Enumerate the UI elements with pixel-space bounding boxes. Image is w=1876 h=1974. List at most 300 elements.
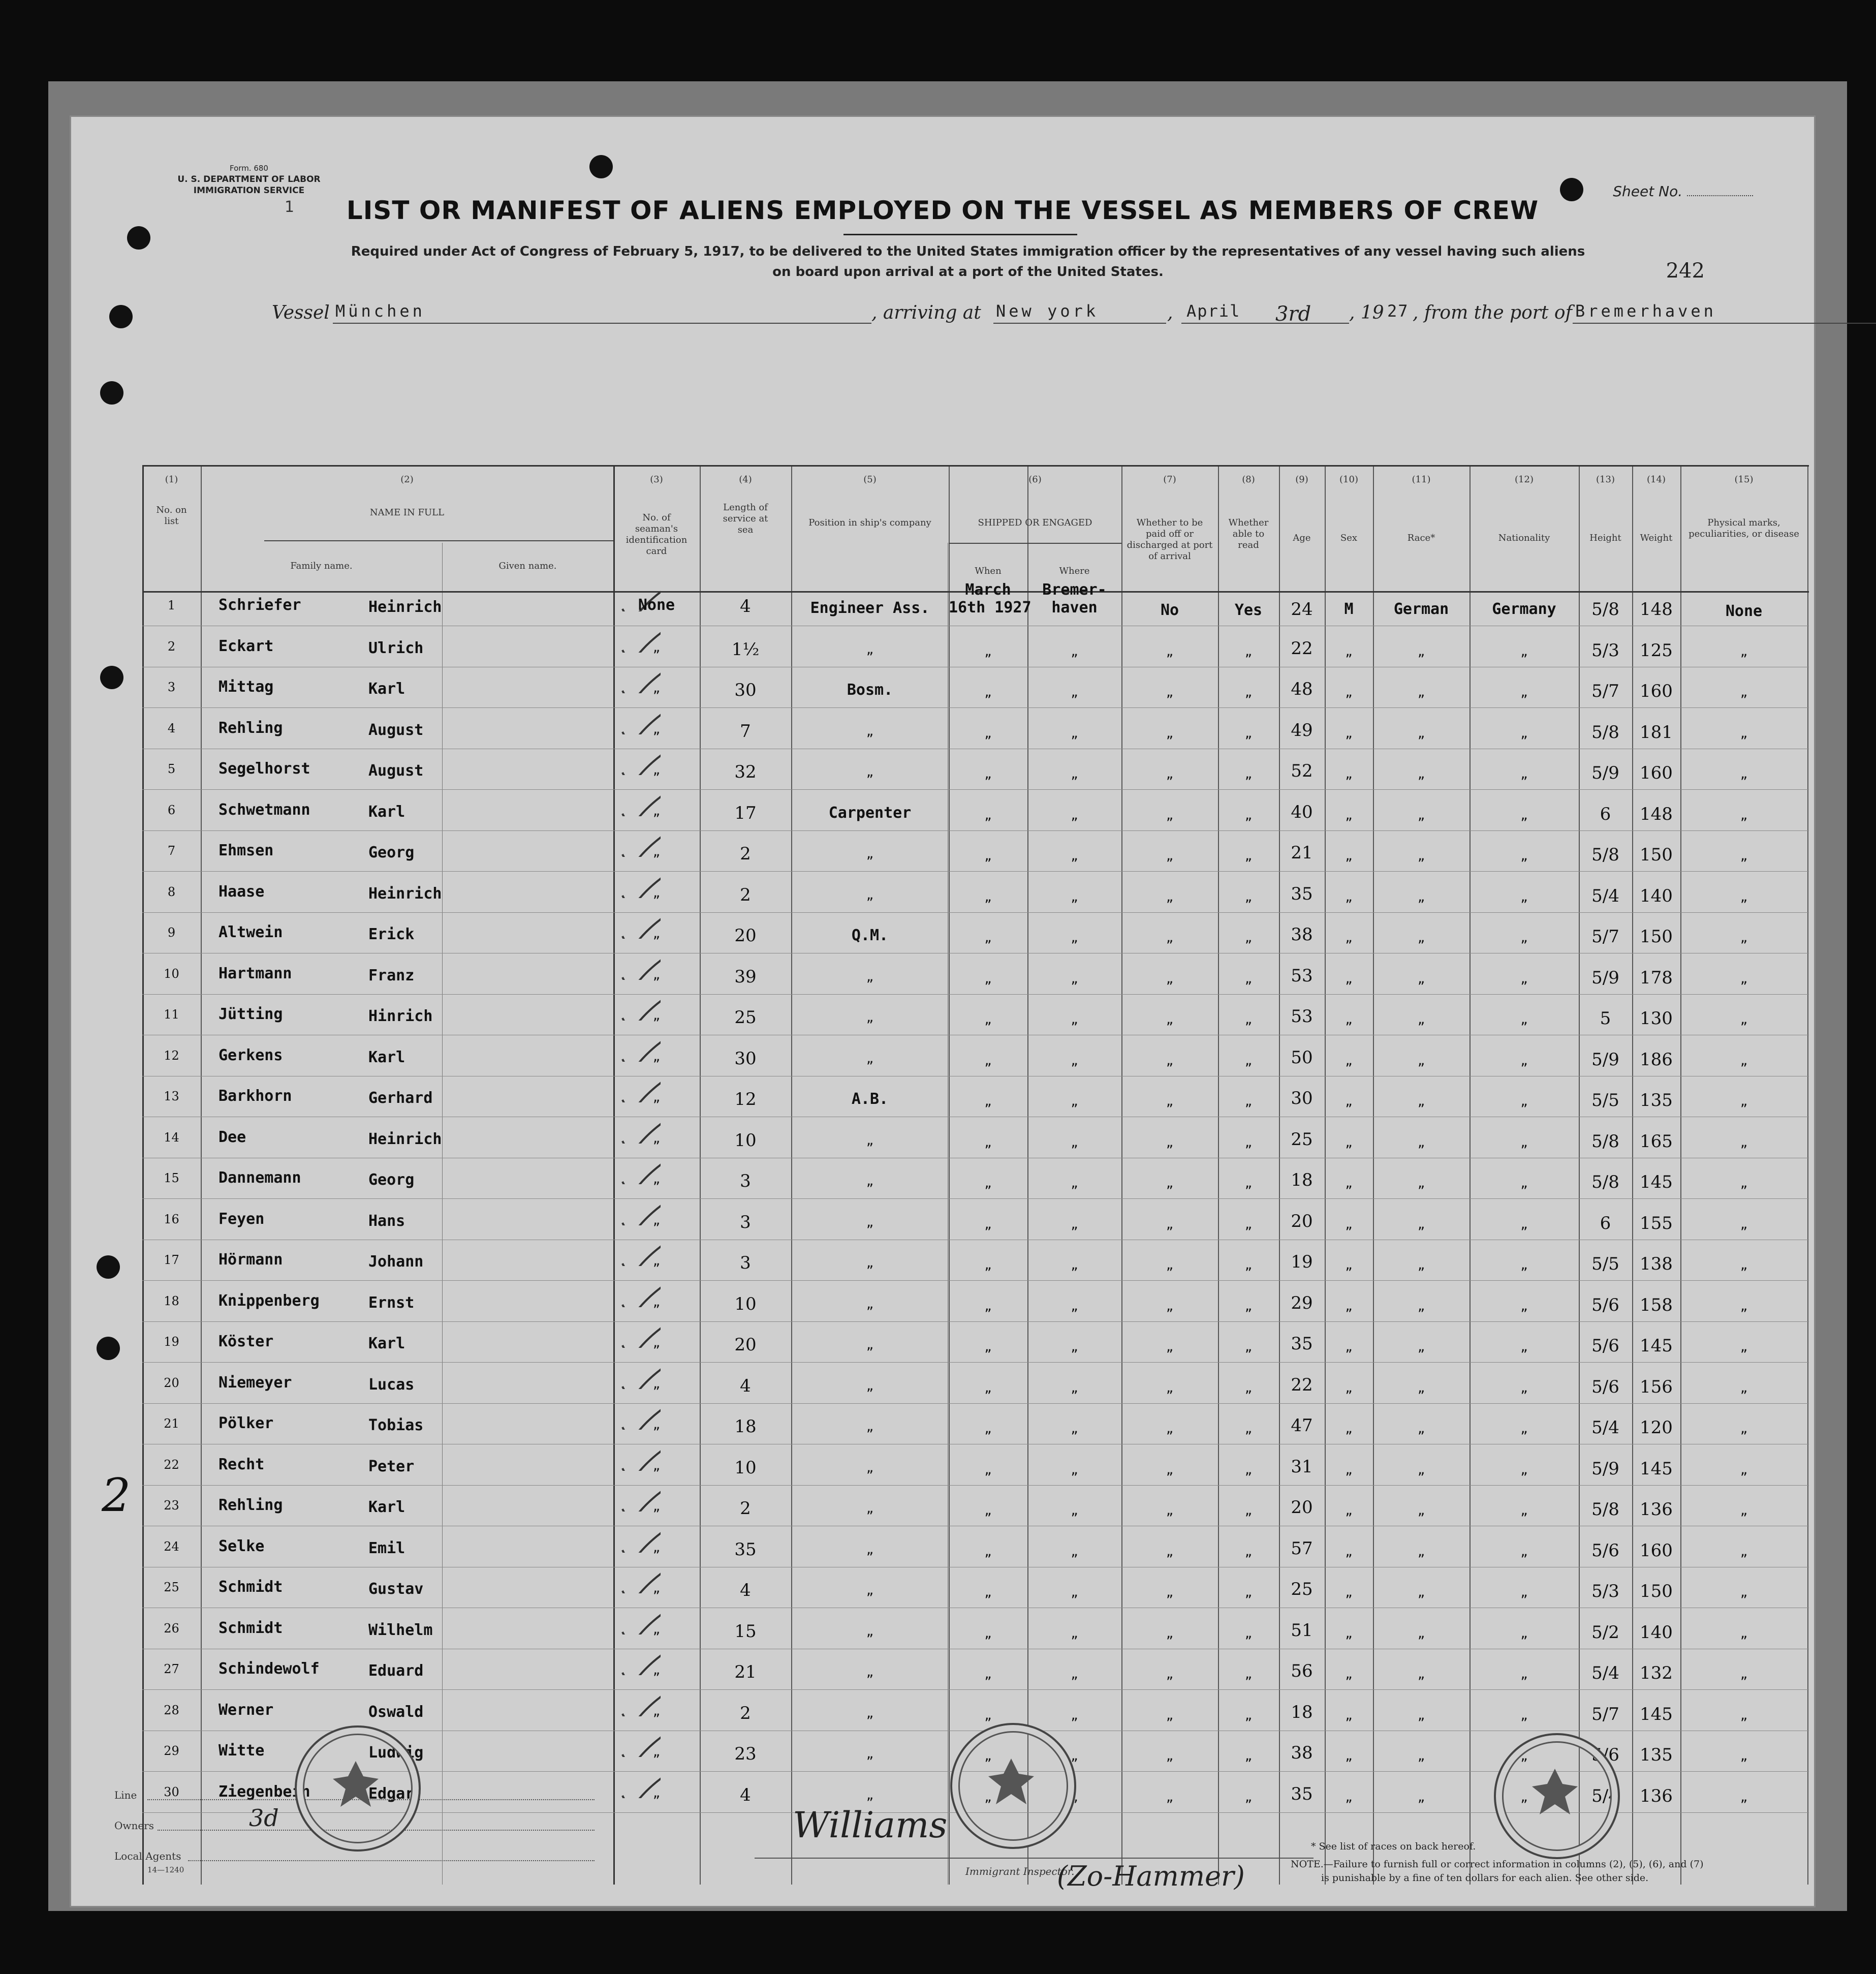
cell-card: „ <box>652 763 661 777</box>
cell-where: „ <box>1071 1053 1078 1068</box>
cell-weight: 148 <box>1640 599 1673 620</box>
cell-when: „ <box>984 1217 992 1231</box>
cell-family: Eckart <box>218 637 274 655</box>
cell-weight: 120 <box>1640 1417 1673 1438</box>
cell-service: 39 <box>734 966 757 987</box>
cell-family: Köster <box>218 1333 274 1350</box>
cell-card: „ <box>652 1745 661 1759</box>
cell-weight: 160 <box>1640 681 1673 701</box>
cell-position: „ <box>866 1010 874 1025</box>
punch-hole <box>97 1255 120 1279</box>
cell-card: „ <box>652 1172 661 1186</box>
punch-hole <box>589 155 613 178</box>
cell-paid: „ <box>1166 1380 1174 1395</box>
cell-paid: „ <box>1166 685 1174 699</box>
cell-nat: „ <box>1520 726 1528 741</box>
cell-race: „ <box>1417 1217 1425 1231</box>
cell-where: „ <box>1071 1135 1078 1150</box>
cell-when: „ <box>984 808 992 822</box>
cell-when: „ <box>984 1667 992 1681</box>
cell-no: 18 <box>164 1293 179 1308</box>
cell-no: 4 <box>167 721 176 735</box>
cell-nat: „ <box>1520 889 1528 904</box>
col-head-weight: Weight <box>1640 533 1673 543</box>
cell-given: Karl <box>368 1048 405 1066</box>
cell-where: „ <box>1071 1422 1078 1436</box>
cell-race: „ <box>1417 1708 1425 1722</box>
cell-position: „ <box>866 1501 874 1516</box>
cell-no: 6 <box>167 803 176 817</box>
cell-weight: 178 <box>1640 967 1673 988</box>
cell-marks: „ <box>1740 1667 1748 1681</box>
cell-marks: „ <box>1740 1790 1748 1804</box>
cell-marks: „ <box>1740 1380 1748 1395</box>
cell-weight: 138 <box>1640 1254 1673 1274</box>
cell-where: „ <box>1071 1217 1078 1231</box>
cell-weight: 130 <box>1640 1008 1673 1029</box>
cell-service: 3 <box>740 1253 751 1273</box>
cell-where: Bremer- <box>1042 581 1107 599</box>
cell-weight: 181 <box>1640 722 1673 743</box>
cell-where: „ <box>1071 1176 1078 1190</box>
cell-weight: 150 <box>1640 845 1673 865</box>
cell-sex: „ <box>1345 1585 1353 1599</box>
stamp-number: 242 <box>1666 259 1705 283</box>
cell-given: Ernst <box>368 1293 415 1312</box>
cell-height: 5/2 <box>1591 1622 1619 1643</box>
cell-position: „ <box>866 1338 874 1352</box>
cell-no: 20 <box>164 1375 179 1390</box>
arrival-month: April <box>1186 301 1241 321</box>
cell-service: 2 <box>740 884 751 905</box>
cell-age: 18 <box>1291 1170 1313 1190</box>
cell-marks: „ <box>1740 726 1748 741</box>
cell-weight: 140 <box>1640 885 1673 906</box>
cell-when: „ <box>984 1299 992 1313</box>
cell-position: „ <box>866 1256 874 1270</box>
cell-position: „ <box>866 1133 874 1148</box>
cell-card: None <box>638 596 675 614</box>
cell-when: „ <box>984 1708 992 1722</box>
cell-age: 25 <box>1291 1129 1313 1150</box>
cell-nat: „ <box>1520 1176 1528 1190</box>
vessel-line: Vessel München , arriving at New york , April 3rd , 19 27 , from the port of Bremerhaven <box>272 302 1695 328</box>
cell-marks: „ <box>1740 1503 1748 1518</box>
cell-height: 5/5 <box>1591 1254 1619 1274</box>
cell-service: 15 <box>734 1621 757 1642</box>
cell-card: „ <box>652 845 661 859</box>
cell-age: 22 <box>1291 638 1313 659</box>
cell-race: „ <box>1417 1422 1425 1436</box>
cell-sex: „ <box>1345 726 1353 741</box>
cell-when: „ <box>984 1094 992 1108</box>
cell-age: 38 <box>1291 924 1313 945</box>
cell-when: „ <box>984 1626 992 1641</box>
cell-race: „ <box>1417 1340 1425 1354</box>
cell-race: „ <box>1417 971 1425 986</box>
cell-no: 22 <box>164 1457 179 1472</box>
cell-marks: „ <box>1740 1135 1748 1150</box>
cell-weight: 145 <box>1640 1172 1673 1192</box>
cell-service: 4 <box>740 596 751 616</box>
cell-service: 3 <box>740 1212 751 1232</box>
cell-service: 10 <box>734 1130 757 1151</box>
cell-paid: „ <box>1166 1053 1174 1068</box>
cell-given: Heinrich <box>368 1130 442 1148</box>
cell-where: „ <box>1071 726 1078 741</box>
cell-when: March <box>965 581 1011 599</box>
cell-given: Georg <box>368 1171 415 1189</box>
cell-sex: „ <box>1345 644 1353 659</box>
cell-marks: „ <box>1740 1217 1748 1231</box>
cell-paid: „ <box>1166 1340 1174 1354</box>
cell-age: 25 <box>1291 1579 1313 1599</box>
cell-age: 20 <box>1291 1497 1313 1518</box>
cell-given: Hans <box>368 1212 405 1230</box>
punch-hole <box>100 381 123 405</box>
cell-read: „ <box>1244 971 1253 986</box>
cell-marks: „ <box>1740 849 1748 863</box>
cell-sex: „ <box>1345 1749 1353 1763</box>
cell-given: Heinrich <box>368 598 442 616</box>
cell-service: 25 <box>734 1007 757 1028</box>
cell-height: 5/7 <box>1591 681 1619 701</box>
departure-port: Bremerhaven <box>1575 301 1716 321</box>
cell-family: Schindewolf <box>218 1660 320 1678</box>
cell-marks: „ <box>1740 1708 1748 1722</box>
cell-where: „ <box>1071 1708 1078 1722</box>
cell-sex: „ <box>1345 1422 1353 1436</box>
cell-where: „ <box>1071 1749 1078 1763</box>
cell-where: „ <box>1071 1626 1078 1641</box>
cell-weight: 158 <box>1640 1294 1673 1315</box>
cell-family: Ehmsen <box>218 842 274 859</box>
consulate-seal <box>950 1723 1076 1849</box>
cell-service: 18 <box>734 1416 757 1437</box>
cell-read: „ <box>1244 1299 1253 1313</box>
cell-when: „ <box>984 1790 992 1804</box>
cell-no: 23 <box>164 1498 179 1513</box>
cell-race: „ <box>1417 1544 1425 1559</box>
cell-nat: „ <box>1520 1340 1528 1354</box>
cell-family: Gerkens <box>218 1046 283 1064</box>
crew-table: (1) (2) (3) (4) (5) (6) (7) (8) (9) (10) (11) (12) (13) (14) (15) No. on list NAME IN FULL Family name. Given name. No. of seaman's identification card Length of service at sea Position in ship's company SHIPPED OR ENGAGED When Where Whether to be paid off or discharged at port of arrival Whether able to read Age Sex Race* Nationality Height Weight Physical marks, peculiarities, or disease 1 Schriefer Heinrich None 4 Engineer Ass. March 16th 1927 Bremer- haven No Yes M German Germany None 24 5/8 148 2 Eckart Ulrich „ 1½ „ „ „ „ „ „ „ „ „ 22 5/3 125 3 Mittag Karl „ 30 Bosm. „ „ „ „ „ „ „ „ 48 5/7 160 4 Rehling August „ 7 „ „ „ „ „ „ „ „ „ 49 5/8 181 5 Segelhorst August „ 32 „ „ „ „ „ „ „ „ „ 52 5/9 160 6 Schwetmann Karl „ 17 Carpenter „ „ „ „ „ „ „ „ 40 6 148 7 Ehmsen Georg „ 2 „ „ „ „ „ „ „ „ „ 21 5/8 150 8 Haase Heinrich „ 2 „ „ „ „ „ „ „ „ „ 35 5/4 140 9 Altwein Erick „ 20 Q.M. „ „ „ „ „ „ „ „ 38 5/7 150 10 Hartmann Franz „ 39 „ „ „ „ „ „ „ „ „ 53 5/9 178 11 Jütting Hinrich „ 25 „ „ „ „ „ „ „ „ „ 53 5 130 12 Gerkens Karl „ 30 „ „ „ „ „ „ „ „ „ 50 5/9 186 13 Barkhorn Gerhard „ 12 A.B. „ „ „ „ „ „ „ „ 30 5/5 135 14 Dee Heinrich „ 10 „ „ „ „ „ „ „ „ „ 25 5/8 165 15 Dannemann Georg „ 3 „ „ „ „ „ „ „ „ „ 18 5/8 145 16 Feyen Hans „ 3 „ „ „ „ „ „ „ „ „ 20 6 155 17 Hörmann Johann „ 3 „ „ „ „ „ „ „ „ „ 19 5/5 138 18 Knippenberg Ernst „ 10 „ „ „ „ „ „ „ „ „ 29 5/6 158 19 Köster Karl „ 20 „ „ „ „ „ „ „ „ „ 35 5/6 145 20 Niemeyer Lucas „ 4 „ „ „ „ „ „ „ „ „ 22 5/6 156 21 Pölker Tobias „ 18 „ „ „ „ „ „ „ „ „ 47 5/4 120 22 Recht Peter „ 10 „ „ „ „ „ „ „ „ „ 31 5/9 145 23 Rehling Karl „ 2 „ „ „ „ „ „ „ „ „ 20 5/8 136 24 Selke Emil „ 35 „ „ „ „ „ „ „ „ „ 57 5/6 160 25 Schmidt Gustav „ 4 „ „ „ „ „ „ „ „ „ 25 5/3 150 26 Schmidt Wilhelm „ 15 „ „ „ „ „ „ „ „ „ 51 5/2 140 27 Schindewolf Eduard „ 21 „ „ „ „ „ „ „ „ „ 56 5/4 132 28 Werner Oswald „ 2 „ „ „ „ „ „ „ „ „ 18 5/7 145 29 Witte Ludwig „ 23 „ „ „ „ „ „ „ „ „ 38 5/6 135 30 Ziegenbein Edgar „ 4 „ „ „ „ „ „ „ „ „ 35 5/4 136 <box>142 465 1809 1885</box>
cell-family: Jütting <box>218 1005 283 1023</box>
cell-age: 38 <box>1291 1743 1313 1763</box>
cell-service: 21 <box>734 1662 757 1682</box>
cell-where: „ <box>1071 1462 1078 1477</box>
cell-read: „ <box>1244 1790 1253 1804</box>
col-head-shipped: SHIPPED OR ENGAGED <box>978 517 1092 528</box>
cell-height: 5/4 <box>1591 885 1619 906</box>
cell-nat: „ <box>1520 1135 1528 1150</box>
cell-where: „ <box>1071 808 1078 822</box>
cell-given: Edgar <box>368 1784 415 1803</box>
cell-read: „ <box>1244 808 1253 822</box>
cell-age: 22 <box>1291 1374 1313 1395</box>
cell-read: „ <box>1244 644 1253 659</box>
cell-position: „ <box>866 1787 874 1802</box>
cell-sex: „ <box>1345 1012 1353 1027</box>
cell-nat: „ <box>1520 1380 1528 1395</box>
cell-weight: 136 <box>1640 1785 1673 1806</box>
cell-family: Schmidt <box>218 1619 283 1637</box>
cell-race: „ <box>1417 1380 1425 1395</box>
cell-age: 35 <box>1291 883 1313 904</box>
cell-nat: „ <box>1520 1094 1528 1108</box>
cell-nat: „ <box>1520 1749 1528 1763</box>
cell-race: „ <box>1417 1053 1425 1068</box>
cell-no: 30 <box>164 1784 179 1799</box>
cell-height: 5/4 <box>1591 1663 1619 1683</box>
cell-weight: 150 <box>1640 1581 1673 1601</box>
cell-sex: „ <box>1345 971 1353 986</box>
cell-height: 5 <box>1600 1008 1611 1029</box>
cell-sex: „ <box>1345 1503 1353 1518</box>
penalty-note-2: is punishable by a fine of ten dollars for each alien. See other side. <box>1321 1872 1649 1884</box>
cell-race: „ <box>1417 644 1425 659</box>
cell-sex: „ <box>1345 1217 1353 1231</box>
cell-marks: „ <box>1740 1053 1748 1068</box>
col-head-name: NAME IN FULL <box>369 507 445 518</box>
cell-family: Recht <box>218 1455 265 1473</box>
cell-paid: „ <box>1166 931 1174 945</box>
cell-height: 6 <box>1600 1213 1611 1233</box>
cell-race: „ <box>1417 1503 1425 1518</box>
cell-paid: „ <box>1166 1217 1174 1231</box>
cell-family: Selke <box>218 1537 265 1555</box>
cell-nat: „ <box>1520 1544 1528 1559</box>
cell-family: Rehling <box>218 719 283 737</box>
arrival-day: 3rd <box>1275 302 1311 326</box>
cell-family: Witte <box>218 1742 265 1760</box>
cell-marks: „ <box>1740 1094 1748 1108</box>
cell-weight: 125 <box>1640 640 1673 661</box>
cell-position: „ <box>866 1583 874 1597</box>
cell-position: Carpenter <box>828 804 912 822</box>
cell-weight: 145 <box>1640 1458 1673 1479</box>
cell-no: 26 <box>164 1621 179 1636</box>
cell-card: „ <box>652 1704 661 1718</box>
cell-no: 10 <box>164 966 179 981</box>
cell-given: Gerhard <box>368 1089 433 1107</box>
cell-service: 7 <box>740 721 751 742</box>
cell-sex: „ <box>1345 767 1353 781</box>
cell-family: Rehling <box>218 1496 283 1514</box>
cell-given: Heinrich <box>368 884 442 903</box>
cell-sex: „ <box>1345 849 1353 863</box>
cell-when: „ <box>984 1749 992 1763</box>
cell-sex: „ <box>1345 1053 1353 1068</box>
cell-family: Dannemann <box>218 1169 301 1187</box>
cell-when: „ <box>984 1503 992 1518</box>
cell-position: Engineer Ass. <box>810 599 930 617</box>
cell-card: „ <box>652 1008 661 1023</box>
cell-given: Karl <box>368 803 405 821</box>
cell-when: 16th 1927 <box>949 599 1031 616</box>
cell-height: 6 <box>1600 804 1611 824</box>
cell-when: „ <box>984 849 992 863</box>
cell-height: 5/9 <box>1591 1458 1619 1479</box>
cell-position: „ <box>866 1420 874 1434</box>
cell-age: 47 <box>1291 1415 1313 1436</box>
cell-card: „ <box>652 1458 661 1473</box>
cell-nat: „ <box>1520 1053 1528 1068</box>
cell-height: 5/5 <box>1591 1090 1619 1111</box>
col-head-no: No. on list <box>156 505 187 527</box>
cell-read: „ <box>1244 1708 1253 1722</box>
cell-card: „ <box>652 1499 661 1514</box>
cell-age: 29 <box>1291 1292 1313 1313</box>
arrival-year: 27 <box>1387 301 1409 321</box>
cell-family: Feyen <box>218 1210 265 1228</box>
cell-nat: „ <box>1520 849 1528 863</box>
cell-weight: 160 <box>1640 763 1673 783</box>
cell-weight: 148 <box>1640 804 1673 824</box>
cell-no: 21 <box>164 1416 179 1431</box>
cell-position: „ <box>866 765 874 779</box>
cell-age: 35 <box>1291 1783 1313 1804</box>
cell-weight: 135 <box>1640 1745 1673 1765</box>
cell-paid: „ <box>1166 1135 1174 1150</box>
cell-when: „ <box>984 1585 992 1599</box>
cell-height: 5/6 <box>1591 1745 1619 1765</box>
cell-nat: „ <box>1520 1790 1528 1804</box>
cell-family: Hörmann <box>218 1251 283 1269</box>
cell-nat: „ <box>1520 767 1528 781</box>
cell-read: „ <box>1244 767 1253 781</box>
cell-family: Segelhorst <box>218 760 310 778</box>
owners-value: 3d <box>249 1804 279 1832</box>
cell-age: 49 <box>1291 720 1313 741</box>
cell-service: 17 <box>734 803 757 823</box>
cell-read: „ <box>1244 1503 1253 1518</box>
cell-paid: „ <box>1166 1626 1174 1641</box>
cell-service: 4 <box>740 1784 751 1805</box>
cell-height: 5/7 <box>1591 1704 1619 1724</box>
cell-card: „ <box>652 1376 661 1391</box>
cell-service: 30 <box>734 1048 757 1069</box>
cell-service: 2 <box>740 1498 751 1519</box>
form-number: Form. 680 <box>230 164 268 173</box>
cell-race: „ <box>1417 931 1425 945</box>
cell-age: 19 <box>1291 1252 1313 1272</box>
vessel-name: München <box>335 301 425 321</box>
cell-position: „ <box>866 1215 874 1229</box>
punch-hole <box>109 305 133 328</box>
cell-no: 24 <box>164 1539 179 1554</box>
cell-position: Bosm. <box>847 681 893 699</box>
cell-height: 5/6 <box>1591 1540 1619 1561</box>
cell-family: Schriefer <box>218 596 301 614</box>
cell-marks: None <box>1725 602 1763 620</box>
cell-given: Eduard <box>368 1662 424 1680</box>
cell-read: „ <box>1244 1094 1253 1108</box>
cell-paid: „ <box>1166 1667 1174 1681</box>
cell-nat: „ <box>1520 1626 1528 1641</box>
cell-height: 5/3 <box>1591 1581 1619 1601</box>
cell-family: Ziegenbein <box>218 1782 310 1801</box>
inspector-label: Immigrant Inspector. <box>965 1865 1075 1877</box>
cell-age: 35 <box>1291 1334 1313 1354</box>
arriving-label: , arriving at <box>871 302 981 323</box>
cell-sex: „ <box>1345 685 1353 699</box>
col-head-where: Where <box>1059 566 1090 576</box>
cell-weight: 145 <box>1640 1336 1673 1356</box>
cell-race: „ <box>1417 1667 1425 1681</box>
cell-position: „ <box>866 1542 874 1557</box>
cell-marks: „ <box>1740 685 1748 699</box>
cell-weight: 140 <box>1640 1622 1673 1643</box>
penalty-note-1: NOTE.—Failure to furnish full or correct information in columns (2), (5), (6), and (7) <box>1291 1859 1704 1870</box>
cell-marks: „ <box>1740 1422 1748 1436</box>
cell-when: „ <box>984 1258 992 1272</box>
cell-age: 21 <box>1291 843 1313 863</box>
cell-height: 5/8 <box>1591 722 1619 743</box>
cell-sex: „ <box>1345 1258 1353 1272</box>
cell-no: 3 <box>167 680 176 694</box>
cell-read: „ <box>1244 1176 1253 1190</box>
cell-given: Georg <box>368 844 415 861</box>
cell-given: Emil <box>368 1539 405 1557</box>
cell-read: „ <box>1244 1012 1253 1027</box>
cell-service: 10 <box>734 1457 757 1478</box>
cell-paid: „ <box>1166 726 1174 741</box>
cell-card: „ <box>652 1622 661 1637</box>
cell-service: 35 <box>734 1539 757 1560</box>
cell-card: „ <box>652 1581 661 1595</box>
cell-given: Erick <box>368 926 415 943</box>
cell-height: 5/8 <box>1591 599 1619 620</box>
cell-paid: „ <box>1166 971 1174 986</box>
punch-hole <box>127 226 150 250</box>
cell-weight: 160 <box>1640 1540 1673 1561</box>
cell-race: „ <box>1417 685 1425 699</box>
cell-when: „ <box>984 1380 992 1395</box>
cell-paid: „ <box>1166 1176 1174 1190</box>
cell-marks: „ <box>1740 1749 1748 1763</box>
cell-height: 5/8 <box>1591 1499 1619 1520</box>
cell-sex: „ <box>1345 1176 1353 1190</box>
cell-card: „ <box>652 1090 661 1104</box>
cell-paid: „ <box>1166 849 1174 863</box>
cell-read: „ <box>1244 1462 1253 1477</box>
cell-paid: „ <box>1166 1299 1174 1313</box>
cell-nat: Germany <box>1492 600 1556 618</box>
cell-given: Tobias <box>368 1416 424 1434</box>
cell-nat: „ <box>1520 931 1528 945</box>
cell-sex: „ <box>1345 1380 1353 1395</box>
cell-no: 12 <box>164 1048 179 1063</box>
cell-race: „ <box>1417 849 1425 863</box>
cell-given: Peter <box>368 1457 415 1475</box>
cell-family: Schmidt <box>218 1578 283 1596</box>
cell-weight: 165 <box>1640 1131 1673 1152</box>
cell-race: „ <box>1417 767 1425 781</box>
cell-marks: „ <box>1740 1012 1748 1027</box>
owners-label: Owners <box>114 1819 154 1832</box>
cell-card: „ <box>652 1254 661 1268</box>
from-label: , from the port of <box>1413 302 1572 323</box>
cell-age: 20 <box>1291 1211 1313 1231</box>
cell-given: Ulrich <box>368 639 424 657</box>
cell-when: „ <box>984 889 992 904</box>
cell-given: August <box>368 721 424 739</box>
cell-service: 30 <box>734 680 757 700</box>
cell-nat: „ <box>1520 1217 1528 1231</box>
cell-race: „ <box>1417 1585 1425 1599</box>
cell-race: „ <box>1417 726 1425 741</box>
